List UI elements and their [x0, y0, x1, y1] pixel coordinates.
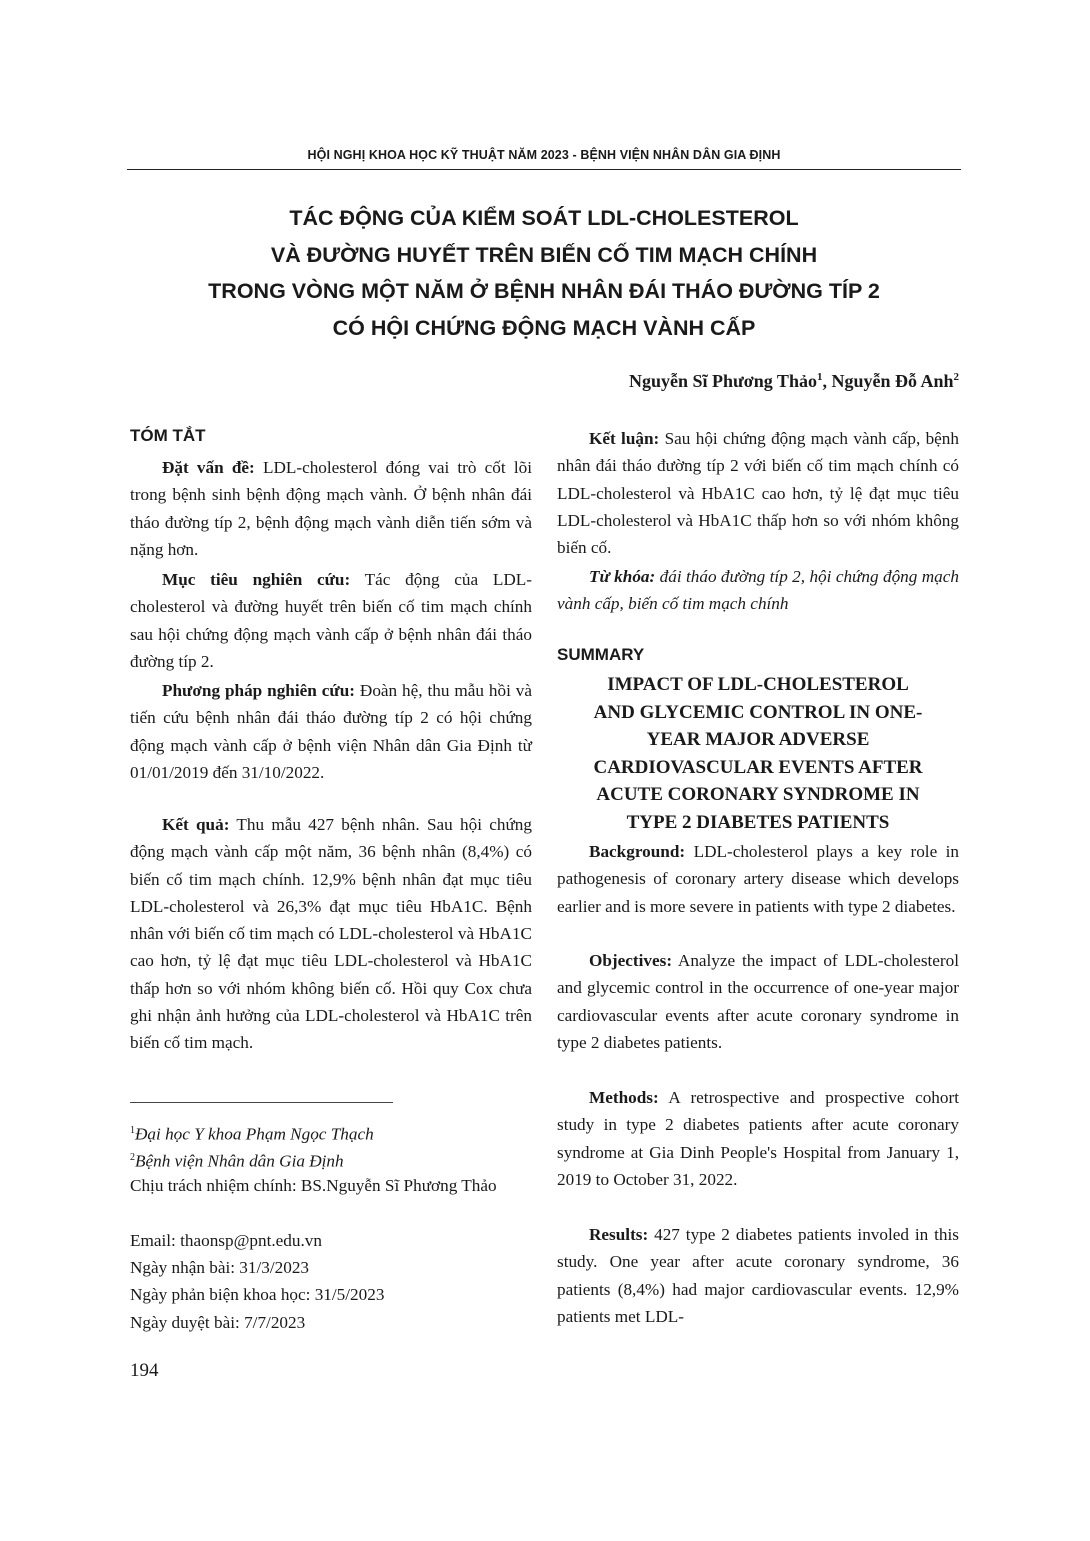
paragraph-label: Từ khóa: — [589, 567, 656, 586]
affiliation-text: Bệnh viện Nhân dân Gia Định — [135, 1151, 344, 1171]
affiliation-marker: 2 — [953, 371, 959, 383]
affiliation-marker: 1 — [130, 1125, 135, 1136]
paragraph-label: Kết luận: — [589, 429, 660, 448]
abstract-objective — [130, 566, 532, 675]
paragraph-text: Sau hội chứng động mạch vành cấp, bệnh nhân đái tháo đường típ 2 với biến cố tim mạch chính có LDL-cholesterol và HbA1C cao hơn, tỷ lệ đạt mục tiêu LDL-cholesterol và HbA1C thấp hơn so với nhóm không biến cố. — [557, 429, 959, 558]
paragraph-label: Đặt vấn đề: — [162, 458, 255, 477]
paragraph-label: Phương pháp nghiên cứu: — [162, 681, 355, 700]
paragraph-text: đái tháo đường típ 2, hội chứng động mạch vành cấp, biến cố tim mạch chính — [557, 567, 959, 614]
paragraph-text: LDL-cholesterol plays a key role in pathogenesis of coronary artery disease which develops earlier and is more severe in patients with type 2 diabetes. — [557, 842, 959, 916]
paragraph-label: Methods: — [589, 1088, 659, 1107]
review-date: Ngày phản biện khoa học: 31/5/2023 — [130, 1285, 385, 1304]
article-title — [127, 200, 961, 346]
abstract-background — [130, 454, 532, 563]
affiliation-text: Đại học Y khoa Phạm Ngọc Thạch — [135, 1124, 374, 1144]
paragraph-text: Tác động của LDL-cholesterol và đường huyết trên biến cố tim mạch chính sau hội chứng động mạch vành cấp ở bệnh nhân đái tháo đường típ 2. — [130, 570, 533, 671]
title-line: TRONG VÒNG MỘT NĂM Ở BỆNH NHÂN ĐÁI THÁO ĐƯỜNG TÍP 2 — [208, 279, 880, 303]
paragraph-text: Analyze the impact of LDL-cholesterol and glycemic control in the occurrence of one-year major cardiovascular events after acute coronary syndrome in type 2 diabetes patients. — [557, 951, 959, 1052]
page-number: 194 — [130, 1360, 159, 1381]
english-title-line: TYPE 2 DIABETES PATIENTS — [626, 811, 890, 833]
footnote-rule — [130, 1102, 393, 1103]
english-title-line: ACUTE CORONARY SYNDROME IN — [596, 784, 920, 806]
author-name: Nguyễn Đỗ Anh — [831, 371, 954, 391]
keywords — [557, 563, 959, 618]
header-rule — [127, 169, 961, 170]
english-title-line: IMPACT OF LDL-CHOLESTEROL — [607, 674, 909, 695]
paragraph-text: Đoàn hệ, thu mẫu hồi và tiến cứu bệnh nhân đái tháo đường típ 2 có hội chứng động mạch vành cấp ở bệnh viện Nhân dân Gia Định từ 01/01/2019 đến 31/10/2022. — [130, 681, 532, 782]
title-line: CÓ HỘI CHỨNG ĐỘNG MẠCH VÀNH CẤP — [332, 315, 756, 340]
paragraph-label: Background: — [589, 842, 686, 861]
affiliation-2 — [130, 1144, 532, 1175]
paragraph-label: Kết quả: — [162, 815, 230, 834]
accepted-date: Ngày duyệt bài: 7/7/2023 — [130, 1313, 306, 1332]
english-title-line: YEAR MAJOR ADVERSE — [646, 729, 870, 751]
english-title-line: CARDIOVASCULAR EVENTS AFTER — [593, 756, 923, 778]
author-separator: , — [822, 371, 832, 391]
paragraph-text: A retrospective and prospective cohort study in type 2 diabetes patients after acute coronary syndrome at Gia Dinh People's Hospital from January 1, 2019 to October 31, 2022. — [557, 1088, 959, 1189]
paragraph-label: Mục tiêu nghiên cứu: — [162, 570, 351, 589]
title-line: TÁC ĐỘNG CỦA KIỂM SOÁT LDL-CHOLESTEROL — [289, 206, 799, 230]
paragraph-text: LDL-cholesterol đóng vai trò cốt lõi trong bệnh sinh bệnh động mạch vành. Ở bệnh nhân đái tháo đường típ 2, bệnh động mạch vành diễn tiến sớm và nặng hơn. — [130, 458, 533, 559]
email-line: Email: thaonsp@pnt.edu.vn — [130, 1231, 322, 1250]
paragraph-label: Results: — [589, 1225, 649, 1244]
abstract-methods — [130, 677, 532, 786]
affiliation-marker: 1 — [816, 371, 823, 383]
english-title — [557, 671, 959, 837]
abstract-results — [130, 811, 532, 1057]
english-title-line: AND GLYCEMIC CONTROL IN ONE- — [593, 701, 923, 723]
corresponding-author: Chịu trách nhiệm chính: BS.Nguyễn Sĩ Phương Thảo — [130, 1176, 497, 1195]
paragraph-text: 427 type 2 diabetes patients involed in this study. One year after acute coronary syndrome, 36 patients (8,4%) had major cardiovascular events. 12,9% patients met LDL- — [557, 1225, 959, 1326]
running-header: HỘI NGHỊ KHOA HỌC KỸ THUẬT NĂM 2023 - BỆNH VIỆN NHÂN DÂN GIA ĐỊNH — [307, 148, 781, 162]
paragraph-label: Objectives: — [589, 951, 673, 970]
paragraph-text: Thu mẫu 427 bệnh nhân. Sau hội chứng động mạch vành cấp một năm, 36 bệnh nhân (8,4%) có biến cố tim mạch chính. 12,9% bệnh nhân đạt mục tiêu LDL-cholesterol và 26,3% đạt mục tiêu HbA1C. Bệnh nhân với biến cố tim mạch có LDL-cholesterol và HbA1C cao hơn, tỷ lệ đạt mục tiêu LDL-cholesterol và HbA1C thấp hơn so với nhóm không biến cố. Hồi quy Cox chưa ghi nhận ảnh hưởng của LDL-cholesterol và HbA1C trên biến cố tim mạch. — [130, 815, 532, 1053]
section-heading-summary: SUMMARY — [557, 645, 645, 664]
received-date: Ngày nhận bài: 31/3/2023 — [130, 1258, 310, 1277]
author-name: Nguyễn Sĩ Phương Thảo — [628, 371, 817, 391]
summary-objectives — [557, 947, 959, 1056]
abstract-conclusion — [557, 425, 959, 561]
affiliation-marker: 2 — [130, 1152, 135, 1163]
title-line: VÀ ĐƯỜNG HUYẾT TRÊN BIẾN CỐ TIM MẠCH CHÍNH — [270, 242, 818, 267]
authors — [629, 371, 959, 392]
summary-methods — [557, 1084, 959, 1193]
summary-background — [557, 838, 959, 920]
section-heading-abstract: TÓM TẮT — [130, 426, 206, 445]
summary-results — [557, 1221, 959, 1330]
